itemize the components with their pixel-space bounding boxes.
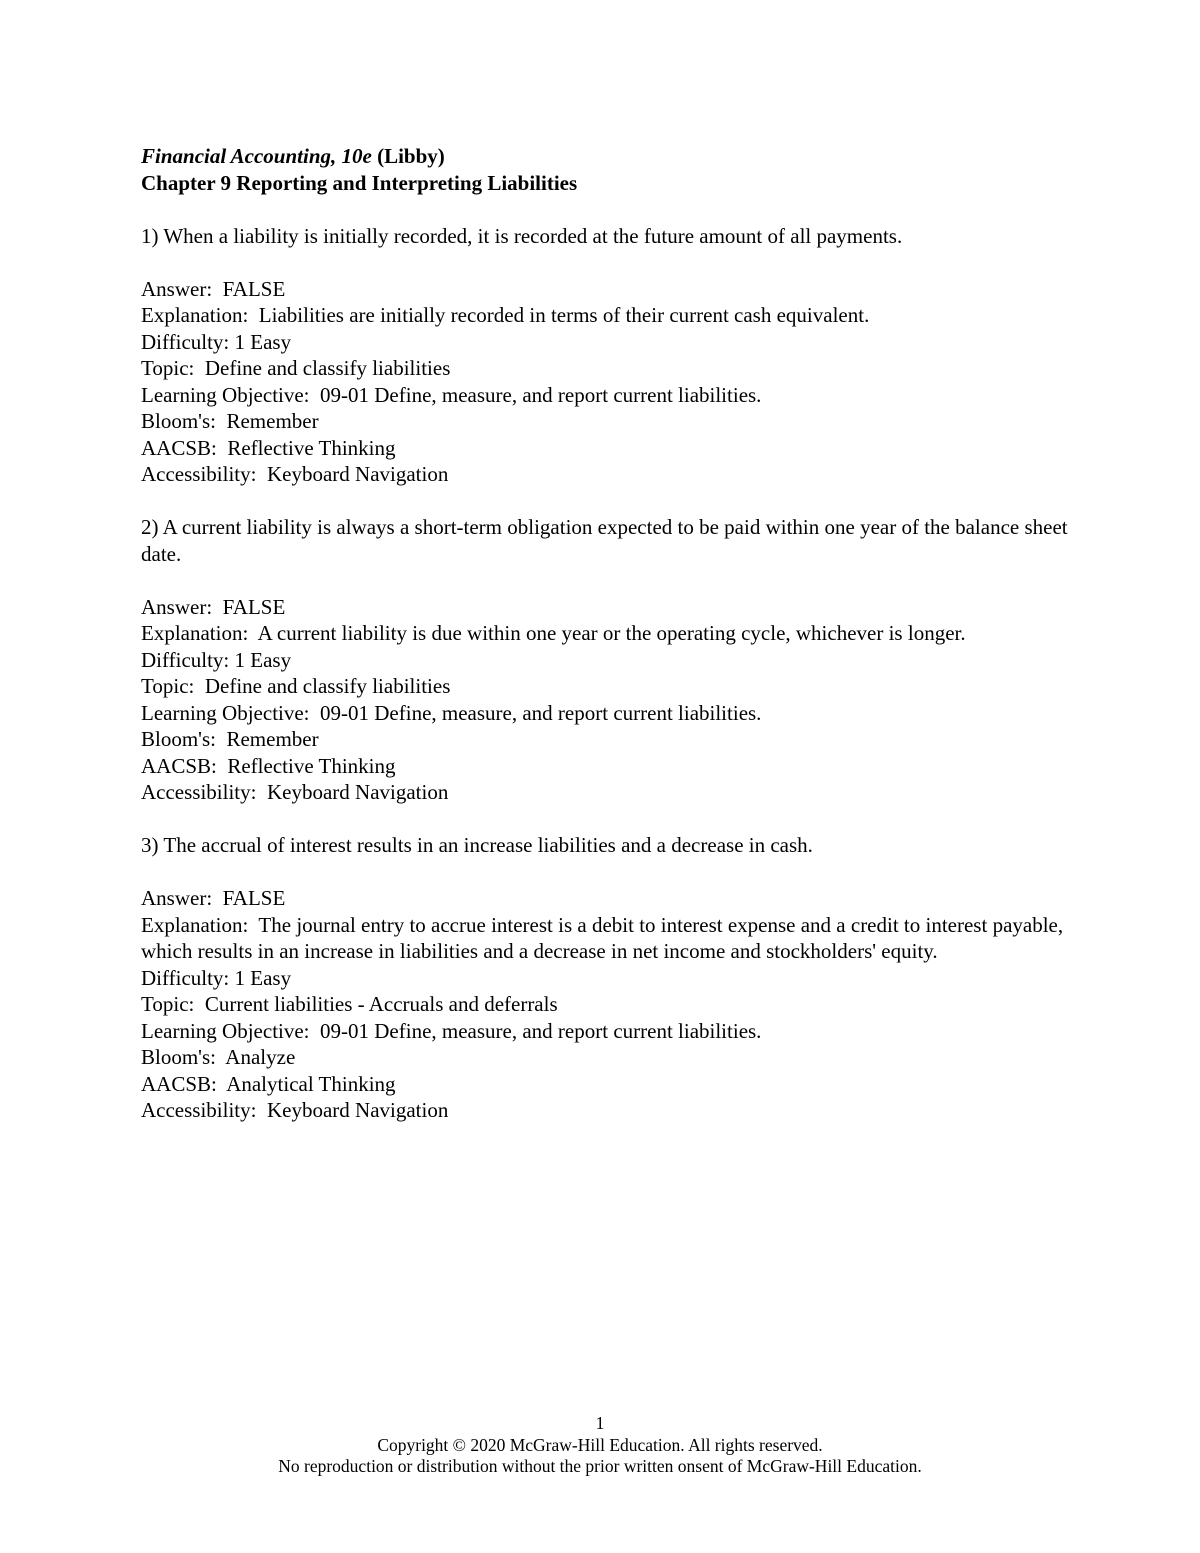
explanation-line: Explanation: Liabilities are initially recorded in terms of their current cash equivalent. [141,303,870,327]
question-2 [141,514,1071,806]
difficulty-line: Difficulty: 1 Easy [141,329,292,354]
accessibility-line: Accessibility: Keyboard Navigation [141,1098,449,1122]
accessibility-line: Accessibility: Keyboard Navigation [141,780,449,804]
question-text: 3) The accrual of interest results in an increase liabilities and a decrease in cash. [141,833,813,857]
answer-line: Answer: FALSE [141,276,286,301]
difficulty-line: Difficulty: 1 Easy [141,965,292,990]
book-title-line [141,143,1071,170]
page-number: 1 [595,1413,605,1433]
aacsb-line: AACSB: Analytical Thinking [141,1071,396,1096]
difficulty-line: Difficulty: 1 Easy [141,647,292,672]
learning-objective-line: Learning Objective: 09-01 Define, measure, and report current liabilities. [141,700,762,725]
answer-line: Answer: FALSE [141,886,286,910]
accessibility-line: Accessibility: Keyboard Navigation [141,462,449,486]
explanation-line: Explanation: A current liability is due within one year or the operating cycle, whichever is longer. [141,621,966,645]
answer-line: Answer: FALSE [141,594,286,619]
reproduction-notice: No reproduction or distribution without the prior written onsent of McGraw-Hill Education. [278,1456,922,1476]
copyright-notice: Copyright © 2020 McGraw-Hill Education. All rights reserved. [377,1434,823,1455]
page-content [141,143,1071,1150]
topic-line: Topic: Current liabilities - Accruals and deferrals [141,992,558,1016]
aacsb-line: AACSB: Reflective Thinking [141,753,396,778]
book-author: (Libby) [377,144,445,168]
page-footer [0,1413,1200,1478]
learning-objective-line: Learning Objective: 09-01 Define, measure, and report current liabilities. [141,1018,762,1043]
explanation-line: Explanation: The journal entry to accrue interest is a debit to interest expense and a credit to interest payable, which results in an increase in liabilities and a decrease in net income and stockholders' equity. [141,912,1069,963]
blooms-line: Bloom's: Remember [141,409,319,433]
topic-line: Topic: Define and classify liabilities [141,356,451,380]
question-text: 2) A current liability is always a short-term obligation expected to be paid within one year of the balance sheet date. [141,515,1073,566]
question-3 [141,832,1071,1124]
topic-line: Topic: Define and classify liabilities [141,674,451,698]
aacsb-line: AACSB: Reflective Thinking [141,435,396,460]
book-title: Financial Accounting, 10e [141,144,372,168]
question-1 [141,223,1071,488]
question-text: 1) When a liability is initially recorded, it is recorded at the future amount of all payments. [141,223,903,248]
learning-objective-line: Learning Objective: 09-01 Define, measure, and report current liabilities. [141,382,762,407]
chapter-heading: Chapter 9 Reporting and Interpreting Liabilities [141,170,578,195]
blooms-line: Bloom's: Remember [141,727,319,751]
blooms-line: Bloom's: Analyze [141,1045,296,1069]
